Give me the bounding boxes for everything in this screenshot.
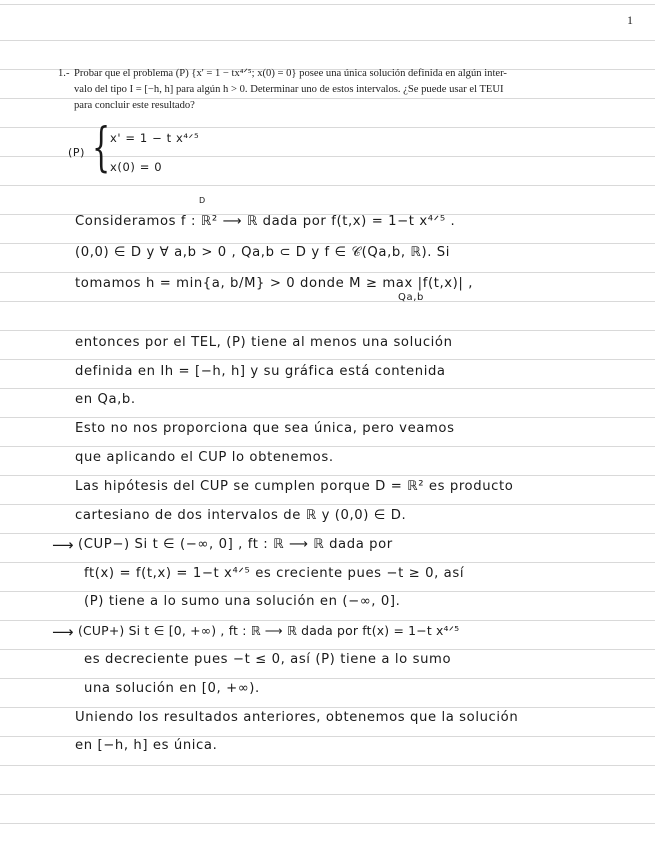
problem-statement: [58, 66, 558, 114]
system-label: (P): [68, 146, 86, 159]
arrow-icon: ⟶: [52, 536, 74, 554]
problem-line: para concluir este resultado?: [74, 100, 195, 111]
problem-line: Probar que el problema (P) {x' = 1 − tx⁴ᐟ⁵; x(0) = 0} posee una única solución definida en algún inter-: [74, 68, 507, 79]
handwritten-line: (CUP−) Si t ∈ (−∞, 0] , ft : ℝ ⟶ ℝ dada por: [78, 537, 393, 552]
handwritten-line: Esto no nos proporciona que sea única, pero veamos: [75, 421, 455, 436]
problem-line: valo del tipo I = [−h, h] para algún h > 0. Determinar uno de estos intervalos. ¿Se puede usar el TEUI: [74, 84, 504, 95]
handwritten-line: en Qa,b.: [75, 392, 136, 407]
handwritten-subscript: Qa,b: [398, 292, 424, 303]
handwritten-line: definida en Ih = [−h, h] y su gráfica está contenida: [75, 364, 446, 379]
handwritten-line: Las hipótesis del CUP se cumplen porque D = ℝ² es producto: [75, 479, 514, 494]
system-initial-condition: x(0) = 0: [110, 160, 163, 174]
handwritten-line: en [−h, h] es única.: [75, 738, 218, 753]
handwritten-line: Uniendo los resultados anteriores, obtenemos que la solución: [75, 710, 519, 725]
handwritten-line: (0,0) ∈ D y ∀ a,b > 0 , Qa,b ⊂ D y f ∈ 𝒞(Qa,b, ℝ). Si: [75, 245, 451, 260]
handwritten-line: es decreciente pues −t ≤ 0, así (P) tiene a lo sumo: [84, 652, 452, 667]
system-equation: x' = 1 − t x⁴ᐟ⁵: [110, 131, 200, 145]
handwritten-line: (CUP+) Si t ∈ [0, +∞) , ft : ℝ ⟶ ℝ dada por ft(x) = 1−t x⁴ᐟ⁵: [78, 623, 460, 638]
handwritten-line: que aplicando el CUP lo obtenemos.: [75, 450, 334, 465]
page-number: 1: [627, 13, 633, 27]
system-brace: {: [92, 118, 111, 178]
problem-text: [58, 66, 558, 114]
problem-number: 1.-: [58, 68, 70, 79]
handwritten-line: entonces por el TEL, (P) tiene al menos una solución: [75, 335, 453, 350]
handwritten-line: Consideramos f : ℝ² ⟶ ℝ dada por f(t,x) = 1−t x⁴ᐟ⁵ .: [75, 214, 456, 229]
handwritten-line: una solución en [0, +∞).: [84, 681, 260, 696]
handwritten-line: tomamos h = min{a, b/M} > 0 donde M ≥ max |f(t,x)| ,: [75, 276, 474, 291]
domain-label: D: [199, 196, 206, 205]
arrow-icon: ⟶: [52, 623, 74, 641]
handwritten-line: ft(x) = f(t,x) = 1−t x⁴ᐟ⁵ es creciente pues −t ≥ 0, así: [84, 566, 465, 581]
handwritten-line: (P) tiene a lo sumo una solución en (−∞, 0].: [84, 594, 401, 609]
handwritten-line: cartesiano de dos intervalos de ℝ y (0,0) ∈ D.: [75, 508, 407, 523]
